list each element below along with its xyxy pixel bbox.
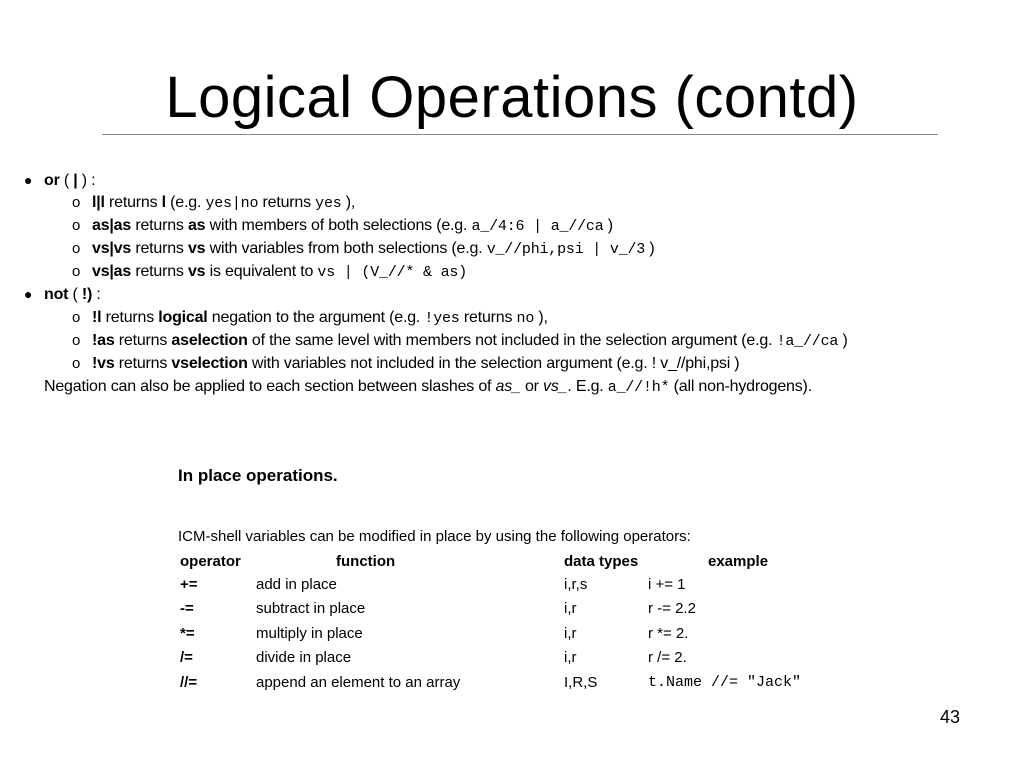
sub-bullet-or-aselection: o as|as returns as with members of both selections (e.g. a_/4:6 | a_//ca ) [72,217,613,235]
sub-bullet-or-vselection: o vs|vs returns vs with variables from both selections (e.g. v_//phi,psi | v_/3 ) [72,240,655,258]
table-row [176,621,908,646]
sub-bullet-circle-icon: o [72,194,81,211]
col-header-operator: operator [180,552,241,570]
operator-cell: //= [180,673,198,691]
inplace-intro: ICM-shell variables can be modified in place by using the following operators: [178,528,691,545]
sub-bullet-circle-icon: o [72,355,81,372]
example-cell: i += 1 [648,575,686,593]
bullet-or: ● or ( | ) : [44,170,95,192]
types-cell: i,r [564,600,577,618]
table-row [176,597,908,622]
page-number: 43 [940,707,961,727]
or-symbol: | [73,172,78,189]
col-header-function: function [336,552,396,570]
types-cell: i,r [564,649,577,667]
types-cell: i,r,s [564,575,588,593]
sub-bullet-circle-icon: o [72,217,81,234]
operators-table [176,550,908,695]
operator-cell: += [180,575,198,593]
types-cell: i,r [564,624,577,642]
table-row [176,670,908,695]
example-cell: r -= 2.2 [648,600,696,618]
function-cell: append an element to an array [256,673,461,691]
bullet-dot-icon: ● [24,286,33,302]
not-keyword: not [44,286,69,303]
negation-note: Negation can also be applied to each section between slashes of as_ or vs_. E.g. a_//!h* (all non-hydrogens). [44,378,812,396]
example-cell: t.Name //= "Jack" [648,673,802,691]
example-cell: r /= 2. [648,649,687,667]
operator-cell: *= [180,624,195,642]
sub-bullet-or-mixed: o vs|as returns vs is equivalent to vs | (V_//* & as) [72,263,468,281]
title-underline [102,134,938,135]
inplace-heading: In place operations. [178,466,338,485]
bullet-not: ● not ( !) : [44,284,101,306]
function-cell: subtract in place [256,600,366,618]
sub-bullet-or-logical: o l|l returns l (e.g. yes|no returns yes ), [72,194,356,212]
table-header-row [176,550,908,572]
sub-bullet-not-logical: o !l returns logical negation to the argument (e.g. !yes returns no ), [72,309,548,327]
table-row [176,646,908,671]
table-row [176,572,908,597]
sub-bullet-circle-icon: o [72,332,81,349]
operator-cell: /= [180,649,193,667]
sub-bullet-not-aselection: o !as returns aselection of the same level with members not included in the selection argument (e.g. !a_//ca ) [72,332,848,350]
types-cell: I,R,S [564,673,598,691]
sub-bullet-circle-icon: o [72,263,81,280]
bullet-dot-icon: ● [24,172,33,188]
sub-bullet-circle-icon: o [72,240,81,257]
function-cell: add in place [256,575,337,593]
not-symbol: !) [81,286,93,303]
sub-bullet-not-vselection: o !vs returns vselection with variables not included in the selection argument (e.g. ! v_//phi,psi ) [92,353,739,375]
col-header-example: example [708,552,769,570]
example-cell: r *= 2. [648,624,689,642]
operator-cell: -= [180,600,194,618]
or-keyword: or [44,172,60,189]
function-cell: multiply in place [256,624,363,642]
function-cell: divide in place [256,649,352,667]
slide-title: Logical Operations (contd) [165,65,859,130]
col-header-data-types: data types [564,552,639,570]
sub-bullet-circle-icon: o [72,309,81,326]
